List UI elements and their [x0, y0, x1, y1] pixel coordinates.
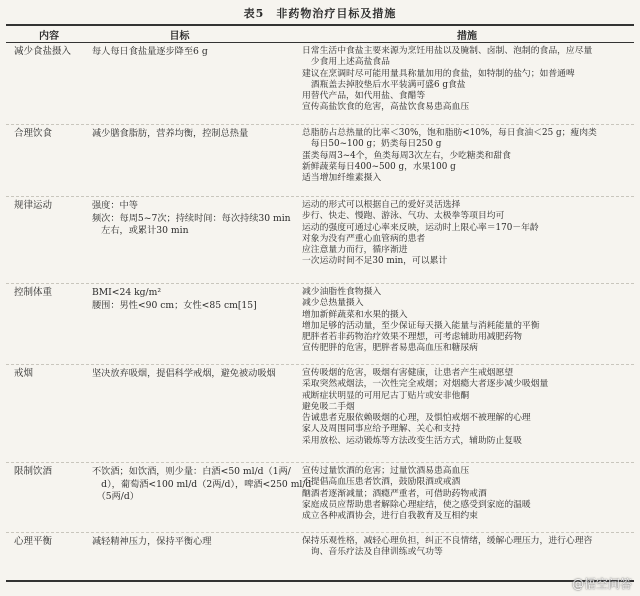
measure-line: 宣传吸烟的危害，吸烟有害健康，让患者产生戒烟愿望 — [302, 368, 514, 378]
measure-line: 每日50~100 g；奶类每日250 g — [302, 139, 442, 150]
measure-line: 日常生活中食盐主要来源为烹饪用盐以及腌制、卤制、泡制的食品，应尽量 — [302, 46, 593, 56]
measure-line: 戒断症状明显的可用尼古丁贴片或安非他酮 — [302, 390, 470, 401]
row-measures — [302, 287, 632, 355]
measure-line: 蛋类每周3~4个，鱼类每周3次左右，少吃糖类和甜食 — [302, 150, 511, 161]
row-measures — [302, 536, 632, 559]
measure-line: 应注意量力而行，循序渐进 — [302, 245, 408, 256]
header-goal: 目标 — [169, 31, 190, 42]
measure-line: 询、音乐疗法及自律训练或气功等 — [302, 547, 443, 558]
measure-line: 新鲜蔬菜每日400~500 g，水果100 g — [302, 161, 456, 172]
measure-line: 增加足够的活动量，至少保证每天摄入能量与消耗能量的平衡 — [302, 320, 540, 331]
measure-line: 采取突然戒烟法，一次性完全戒烟；对烟瘾大者逐步减少吸烟量 — [302, 379, 549, 390]
measure-line: 增加新鲜蔬菜和水果的摄入 — [302, 309, 408, 320]
measure-line: 步行、快走、慢跑、游泳、气功、太极拳等项目均可 — [302, 211, 505, 222]
goal-line: 减少膳食脂肪，营养均衡，控制总热量 — [92, 128, 249, 139]
row-measures — [302, 46, 632, 114]
measure-line: 家人及周围同事应给予理解、关心和支持 — [302, 424, 461, 435]
measure-line: 减少油脂性食物摄入 — [302, 287, 382, 297]
row-label: 戒烟 — [14, 368, 34, 379]
measure-line: 告诫患者克服依赖吸烟的心理，及惧怕戒烟不被理解的心理 — [302, 413, 531, 424]
measure-line: 宣传高盐饮食的危害，高盐饮食易患高血压 — [302, 102, 470, 113]
row-goal — [92, 368, 276, 381]
measure-line: 总脂肪占总热量的比率＜30%，饱和脂肪<10%，每日食油＜25 g；瘦肉类 — [302, 128, 597, 138]
row-measures — [302, 200, 632, 268]
table-top-rule — [6, 24, 634, 26]
goal-line: 左右，或累计30 min — [92, 225, 189, 236]
measure-line: 减少总热量摄入 — [302, 298, 364, 309]
measure-line: 酒瓶盖去掉胶垫后水平装满可盛6 g食盐 — [302, 79, 466, 90]
row-goal — [92, 536, 267, 549]
measure-line: 宣传肥胖的危害，肥胖者易患高血压和糖尿病 — [302, 343, 478, 354]
row-label: 减少食盐摄入 — [14, 46, 72, 57]
goal-line: BMI<24 kg/m² — [92, 287, 162, 298]
goal-line: 腰围：男性<90 cm；女性<85 cm[15] — [92, 299, 257, 311]
row-goal — [92, 466, 312, 504]
row-separator — [6, 283, 634, 284]
row-goal — [92, 128, 267, 141]
measure-line: 不提倡高血压患者饮酒，鼓励限酒或戒酒 — [302, 477, 461, 488]
measure-line: 对象为没有严重心血管病的患者 — [302, 233, 426, 244]
measure-line: 宣传过量饮酒的危害；过量饮酒易患高血压 — [302, 466, 470, 476]
row-separator — [6, 364, 634, 365]
row-separator — [6, 462, 634, 463]
goal-line: 减轻精神压力，保持平衡心理 — [92, 536, 212, 547]
row-goal — [92, 287, 267, 312]
goal-line: 频次：每周5~7次；持续时间：每次持续30 min — [92, 212, 291, 224]
goal-line: d），葡萄酒<100 ml/d（2两/d），啤酒<250 ml/d — [92, 478, 312, 490]
measure-line: 建议在烹调时尽可能用量具称量加用的食盐，如特制的盐勺；如普通啤 — [302, 68, 575, 79]
row-label: 心理平衡 — [14, 536, 53, 547]
row-goal — [92, 46, 267, 59]
measure-line: 运动的强度可通过心率来反映，运动时上限心率＝170－年龄 — [302, 222, 539, 233]
header-measures: 措施 — [457, 31, 477, 42]
row-measures — [302, 128, 632, 184]
row-label: 限制饮酒 — [14, 466, 53, 477]
table-header-rule — [6, 42, 634, 43]
row-separator — [6, 532, 634, 533]
goal-line: 不饮酒；如饮酒，则少量：白酒<50 ml/d（1两/ — [92, 466, 291, 477]
measure-line: 运动的形式可以根据自己的爱好灵活选择 — [302, 200, 461, 210]
table-bottom-rule — [6, 580, 634, 582]
measure-line: 保持乐观性格，减轻心理负担，纠正不良情绪，缓解心理压力，进行心理咨 — [302, 536, 593, 546]
measure-line: 用替代产品，如代用盐、食醋等 — [302, 91, 426, 102]
row-label: 控制体重 — [14, 287, 53, 298]
goal-line: 强度：中等 — [92, 200, 138, 211]
row-measures — [302, 466, 632, 522]
measure-line: 采用放松、运动锻炼等方法改变生活方式，辅助防止复吸 — [302, 435, 522, 446]
measure-line: 适当增加纤维素摄入 — [302, 173, 382, 184]
header-content: 内容 — [39, 31, 59, 42]
row-measures — [302, 368, 632, 447]
row-label: 合理饮食 — [14, 128, 53, 139]
row-goal — [92, 200, 291, 238]
row-label: 规律运动 — [14, 200, 53, 211]
measure-line: 家庭成员应帮助患者解除心理症结，使之感受到家庭的温暖 — [302, 499, 531, 510]
table-caption: 表5 非药物治疗目标及措施 — [243, 7, 397, 20]
goal-line: 坚决放弃吸烟，提倡科学戒烟，避免被动吸烟 — [92, 368, 276, 379]
goal-line: （5两/d） — [92, 491, 139, 502]
measure-line: 成立各种戒酒协会，进行自我教育及互相约束 — [302, 511, 478, 522]
measure-line: 酗酒者逐渐减量；酒瘾严重者，可借助药物戒酒 — [302, 488, 487, 499]
measure-line: 肥胖者若非药物治疗效果不理想，可考虑辅助用减肥药物 — [302, 332, 522, 343]
row-separator — [6, 124, 634, 125]
row-separator — [6, 196, 634, 197]
measure-line: 少食用上述高盐食品 — [302, 57, 390, 68]
goal-line: 每人每日食盐量逐步降至6 g — [92, 46, 208, 57]
watermark: @悟空问答 — [571, 577, 632, 591]
measure-line: 避免吸二手烟 — [302, 401, 355, 412]
measure-line: 一次运动时间不足30 min，可以累计 — [302, 256, 448, 267]
